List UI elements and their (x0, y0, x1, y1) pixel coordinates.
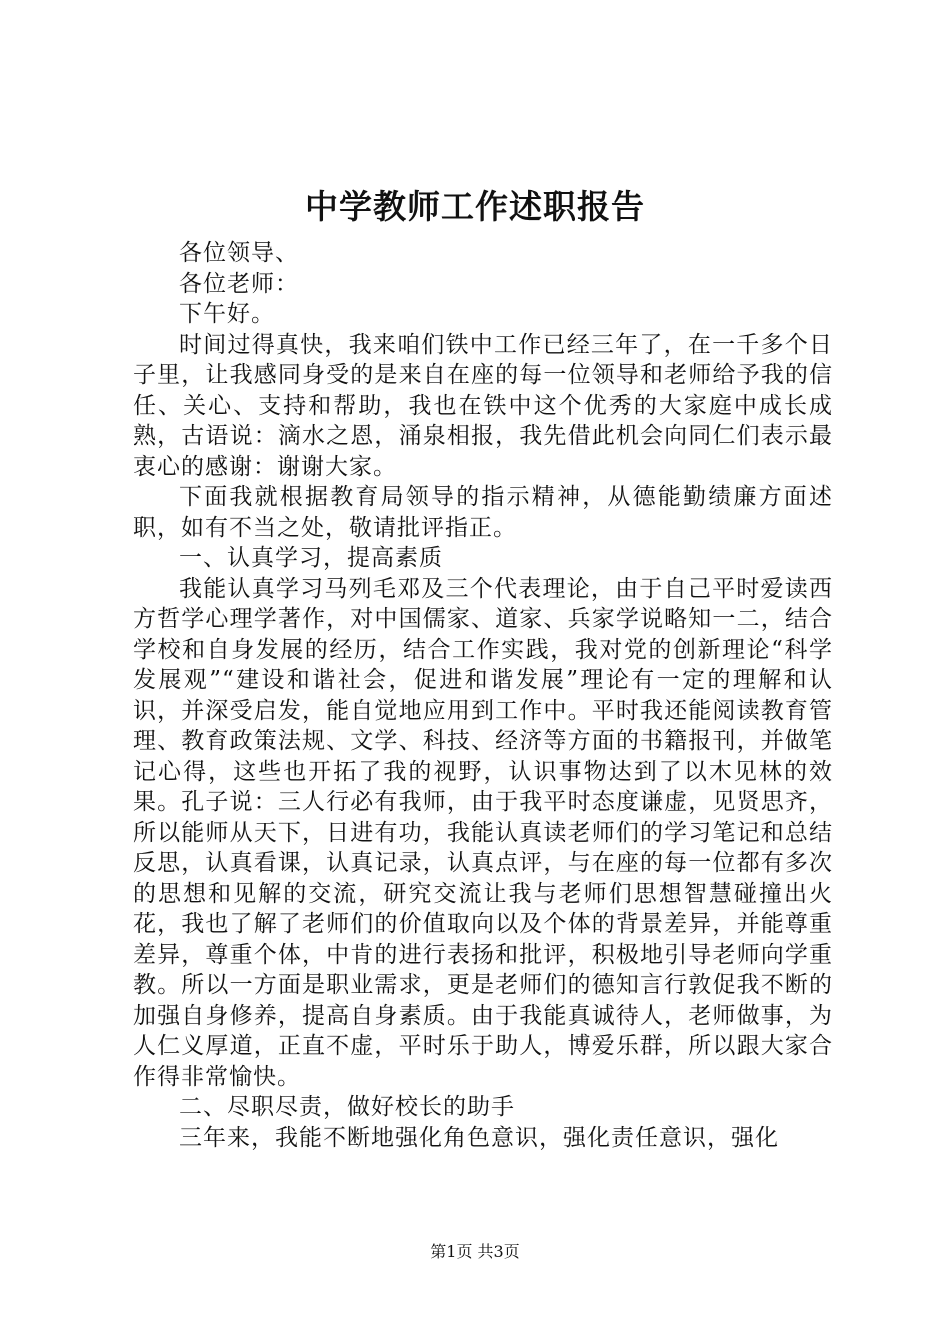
salutation-leaders: 各位领导、 (179, 240, 299, 266)
document-title: 中学教师工作述职报告 (305, 187, 645, 226)
paragraph-section-2: 三年来，我能不断地强化角色意识，强化责任意识，强化 (179, 1124, 779, 1151)
document-body (133, 238, 833, 1153)
greeting: 下午好。 (179, 301, 275, 327)
paragraph-section-1: 我能认真学习马列毛邓及三个代表理论，由于自己平时爱读西方哲学心理学著作，对中国儒家、道家、兵家学说略知一二，结合学校和自身发展的经历，结合工作实践，我对党的创新理论“科学发展观”“建设和谐社会，促进和谐发展”理论有一定的理解和认识，并深受启发，能自觉地应用到工作中。平时我还能阅读教育管理、教育政策法规、文学、科技、经济等方面的书籍报刊，并做笔记心得，这些也开拓了我的视野，认识事物达到了以木见林的效果。孔子说：三人行必有我师，由于我平时态度谦虚，见贤思齐，所以能师从天下，日进有功，我能认真读老师们的学习笔记和总结反思，认真看课，认真记录，认真点评，与在座的每一位都有多次的思想和见解的交流，研究交流让我与老师们思想智慧碰撞出火花，我也了解了老师们的价值取向以及个体的背景差异，并能尊重差异，尊重个体，中肯的进行表扬和批评，积极地引导老师向学重教。所以一方面是职业需求，更是老师们的德知言行敦促我不断的加强自身修养，提高自身素质。由于我能真诚待人，老师做事，为人仁义厚道，正直不虚，平时乐于助人，博爱乐群，所以跟大家合作得非常愉快。 (133, 575, 833, 1090)
salutation-teachers: 各位老师： (179, 270, 299, 297)
paragraph-intro: 时间过得真快，我来咱们铁中工作已经三年了，在一千多个日子里，让我感同身受的是来自在座的每一位领导和老师给予我的信任、关心、支持和帮助，我也在铁中这个优秀的大家庭中成长成熟，古语说：滴水之恩，涌泉相报，我先借此机会向同仁们表示最衷心的感谢：谢谢大家。 (133, 331, 833, 480)
section-heading-2: 二、尽职尽责，做好校长的助手 (179, 1094, 515, 1120)
paragraph-purpose: 下面我就根据教育局领导的指示精神，从德能勤绩廉方面述职，如有不当之处，敬请批评指正。 (133, 484, 833, 541)
section-heading-1: 一、认真学习，提高素质 (179, 545, 443, 571)
page-footer: 第1页 共3页 (430, 1242, 520, 1261)
